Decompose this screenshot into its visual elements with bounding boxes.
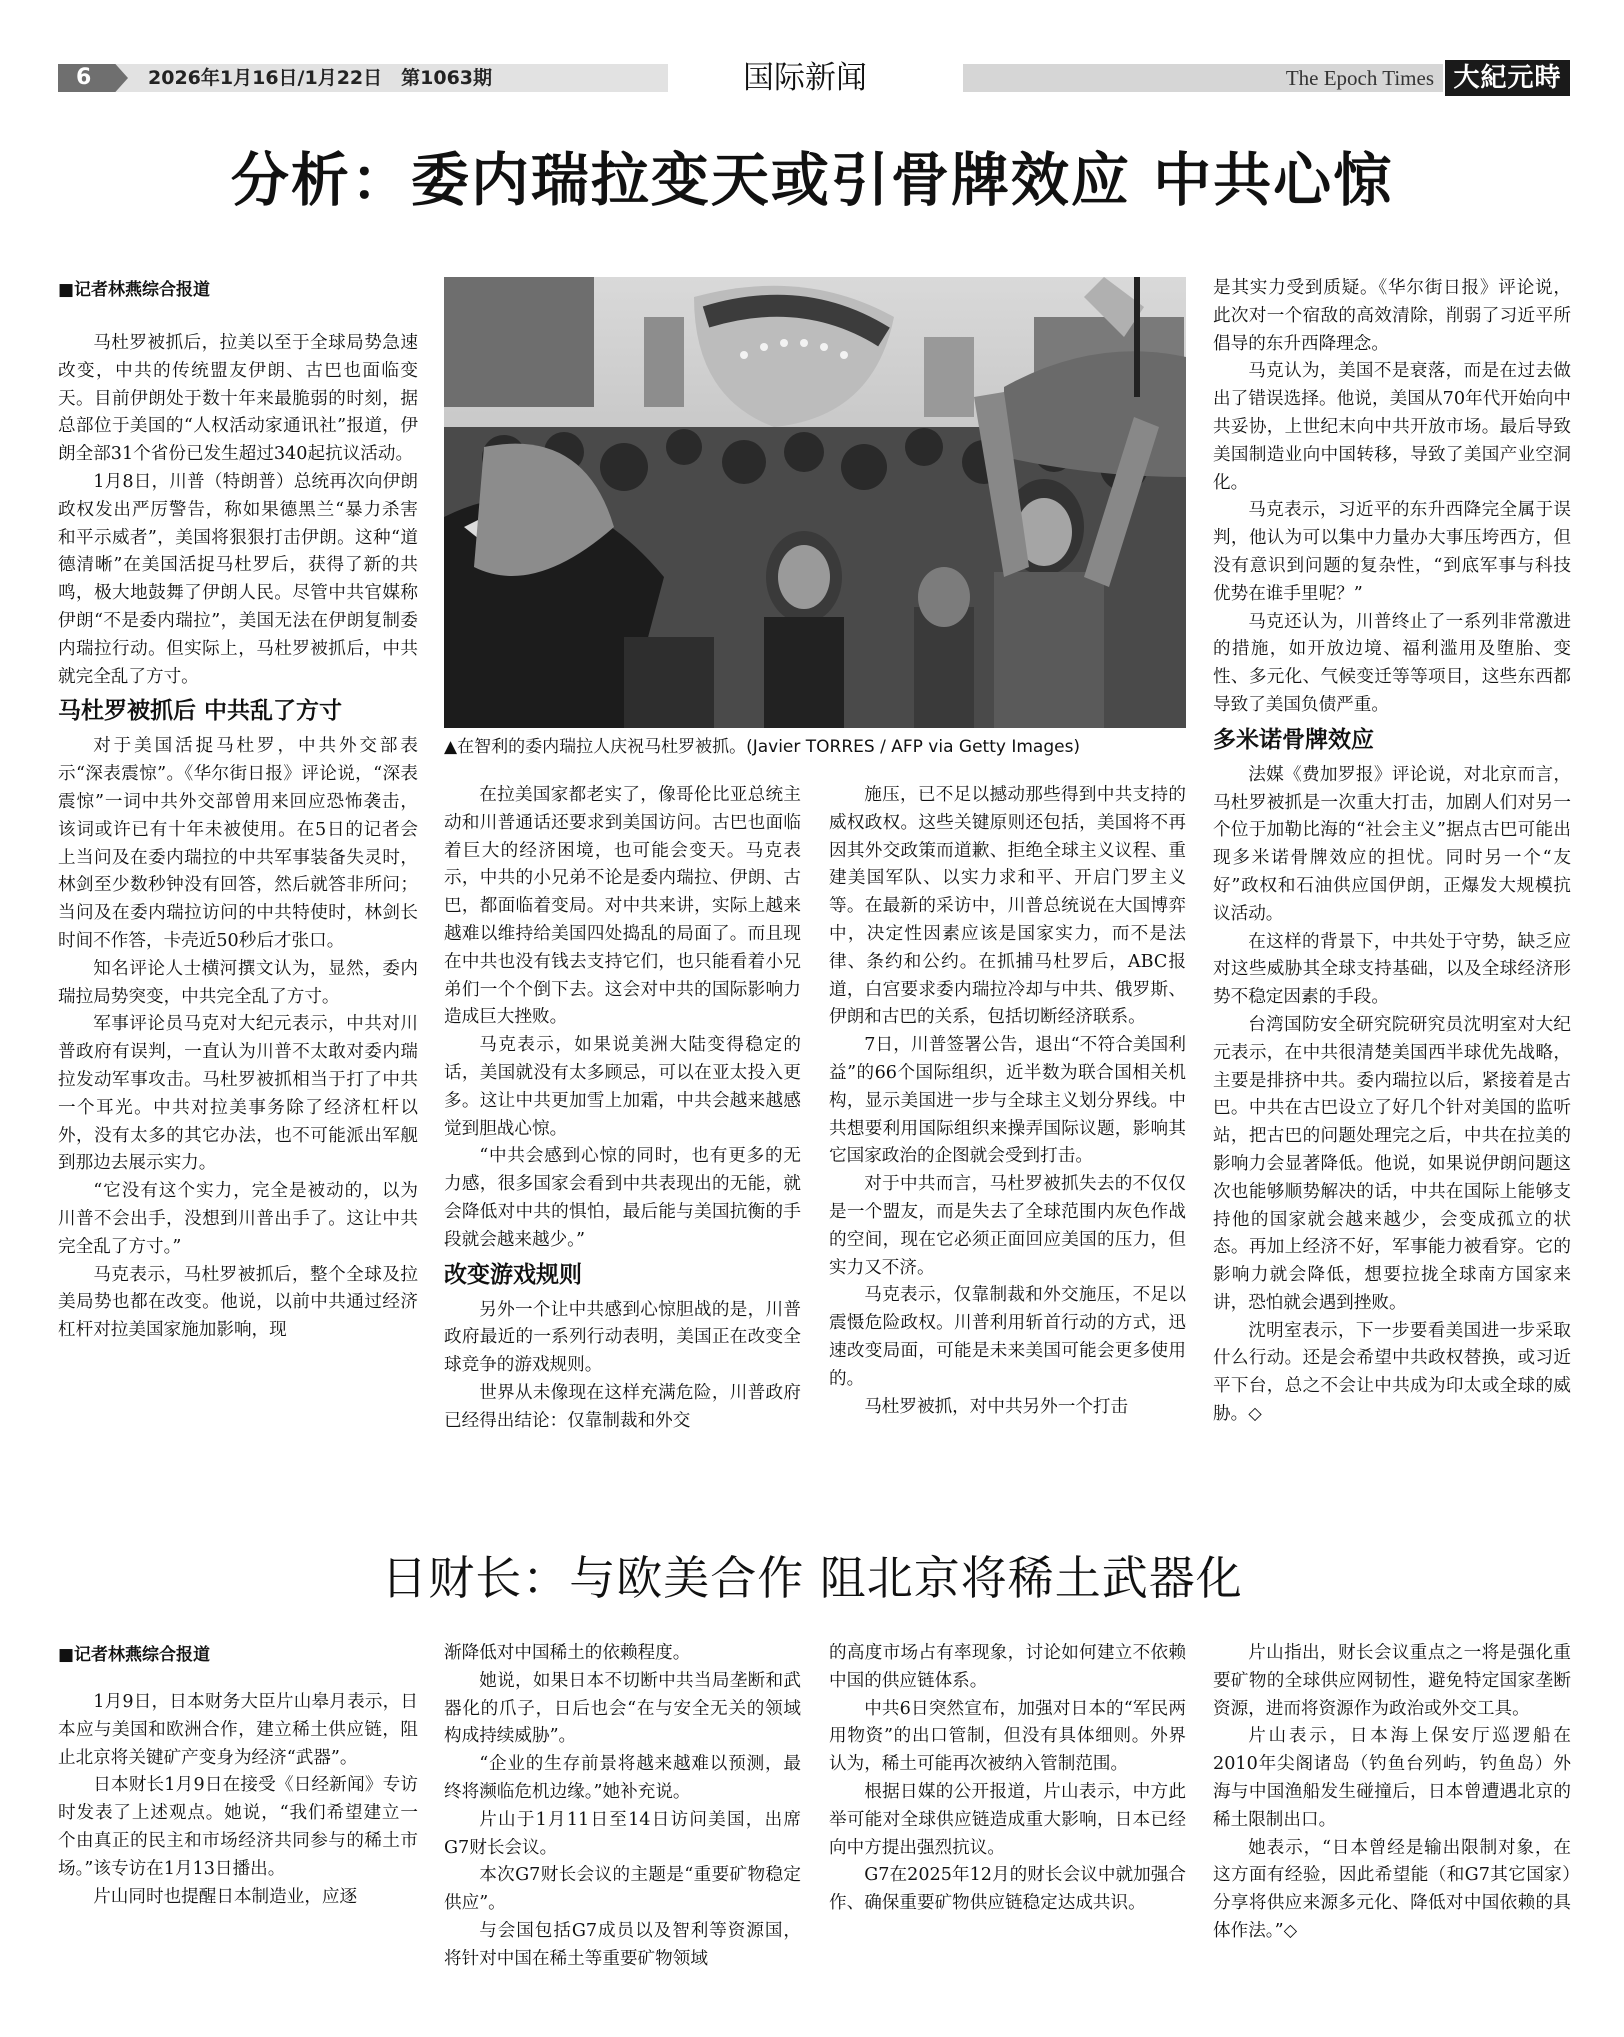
paragraph: 渐降低对中国稀土的依赖程度。 bbox=[444, 1643, 691, 1663]
paragraph: 马克表示，仅靠制裁和外交施压，不足以震慑危险政权。川普利用斩首行动的方式，迅速改变局面，可能是未来美国可能会更多使用的。 bbox=[829, 1285, 1186, 1389]
paragraph: 片山指出，财长会议重点之一将是强化重要矿物的全球供应网韧性，避免特定国家垄断资源，进而将资源作为政治或外交工具。 bbox=[1213, 1643, 1571, 1719]
paragraph: 法媒《费加罗报》评论说，对北京而言，马杜罗被抓是一次重大打击，加剧人们对另一个位于加勒比海的“社会主义”据点古巴可能出现多米诺骨牌效应的担忧。同时另一个“友好”政权和石油供应国伊朗，正爆发大规模抗议活动。 bbox=[1213, 764, 1571, 924]
paragraph: 1月8日，川普（特朗普）总统再次向伊朗政权发出严厉警告，称如果德黑兰“暴力杀害和平示威者”，美国将狠狠打击伊朗。这种“道德清晰”在美国活捉马杜罗后，获得了新的共鸣，极大地鼓舞了伊朗人民。尽管中共官媒称伊朗“不是委内瑞拉”，美国无法在伊朗复制委内瑞拉行动。但实际上，马杜罗被抓后，中共就完全乱了方寸。 bbox=[58, 471, 418, 687]
paragraph: 日本财长1月9日在接受《日经新闻》专访时发表了上述观点。她说，“我们希望建立一个由真正的民主和市场经济共同参与的稀土市场。”该专访在1月13日播出。 bbox=[58, 1775, 418, 1879]
paragraph: 1月9日，日本财务大臣片山皋月表示，日本应与美国和欧洲合作，建立稀土供应链，阻止北京将关键矿产变身为经济“武器”。 bbox=[58, 1692, 418, 1768]
paragraph: 她说，如果日本不切断中共当局垄断和武器化的爪子，日后也会“在与安全无关的领域构成持续威胁”。 bbox=[444, 1670, 801, 1747]
paragraph: 对于美国活捉马杜罗，中共外交部表示“深表震惊”。《华尔街日报》评论说，“深表震惊”一词中共外交部曾用来回应恐怖袭击，该词或许已有十年未被使用。在5日的记者会上当问及在委内瑞拉的中共军事装备失灵时，林剑至少数秒钟没有回答，然后就答非所问；当问及在委内瑞拉访问的中共特使时，林剑长时间不作答，卡壳近50秒后才张口。 bbox=[58, 736, 418, 951]
paragraph: “企业的生存前景将越来越难以预测，最终将濒临危机边缘。”她补充说。 bbox=[444, 1754, 801, 1802]
subheading: 改变游戏规则 bbox=[444, 1261, 582, 1288]
page-number: 6 bbox=[76, 65, 92, 90]
paragraph: 知名评论人士横河撰文认为，显然，委内瑞拉局势突变，中共完全乱了方寸。 bbox=[58, 958, 418, 1007]
section-title: 国际新闻 bbox=[743, 60, 867, 96]
masthead-chinese: 大紀元時報 bbox=[1445, 60, 1570, 96]
paragraph: 军事评论员马克对大纪元表示，中共对川普政府有误判，一直认为川普不太敢对委内瑞拉发动军事攻击。马杜罗被抓相当于打了中共一个耳光。中共对拉美事务除了经济杠杆以外，没有太多的其它办法，也不可能派出军舰到那边去展示实力。 bbox=[58, 1014, 418, 1174]
paragraph: 马克认为，美国不是衰落，而是在过去做出了错误选择。他说，美国从70年代开始向中共妥协，上世纪末向中共开放市场。最后导致美国制造业向中国转移，导致了美国产业空洞化。 bbox=[1213, 361, 1571, 493]
article2-headline: 日财长：与欧美合作 阻北京将稀土武器化 bbox=[381, 1551, 1243, 1605]
paragraph: 她表示，“日本曾经是输出限制对象，在这方面有经验，因此希望能（和G7其它国家）分享将供应来源多元化、降低对中国依赖的具体作法。”◇ bbox=[1213, 1837, 1571, 1941]
article2-column-3 bbox=[829, 1640, 1186, 2030]
paragraph: 片山于1月11日至14日访问美国，出席G7财长会议。 bbox=[444, 1809, 801, 1858]
paragraph: 世界从未像现在这样充满危险，川普政府已经得出结论：仅靠制裁和外交 bbox=[444, 1382, 801, 1431]
paragraph: 7日，川普签署公告，退出“不符合美国利益”的66个国际组织，近半数为联合国相关机构，显示美国进一步与全球主义划分界线。中共想要利用国际组织来操弄国际议题，影响其它国家政治的企图就会受到打击。 bbox=[829, 1035, 1186, 1167]
paragraph: 施压，已不足以撼动那些得到中共支持的威权政权。这些关键原则还包括，美国将不再因其外交政策而道歉、拒绝全球主义议程、重建美国军队、以实力求和平、开启门罗主义等。在最新的采访中，川普总统说在大国博弈中，决定性因素应该是国家实力，而不是法律、条约和公约。在抓捕马杜罗后，ABC报道，白宫要求委内瑞拉冷却与中共、俄罗斯、伊朗和古巴的关系，包括切断经济联系。 bbox=[829, 785, 1186, 1028]
article1-column-3 bbox=[829, 782, 1186, 1495]
paragraph: 另外一个让中共感到心惊胆战的是，川普政府最近的一系列行动表明，美国正在改变全球竞争的游戏规则。 bbox=[444, 1299, 801, 1376]
celebration-photo bbox=[444, 277, 1186, 728]
paragraph: 在这样的背景下，中共处于守势，缺乏应对这些威胁其全球支持基础，以及全球经济形势不稳定因素的手段。 bbox=[1213, 931, 1571, 1008]
article1-headline: 分析：委内瑞拉变天或引骨牌效应 中共心惊 bbox=[230, 146, 1394, 214]
paragraph: 台湾国防安全研究院研究员沈明室对大纪元表示，在中共很清楚美国西半球优先战略，主要是排挤中共。委内瑞拉以后，紧接着是古巴。中共在古巴设立了好几个针对美国的监听站，把古巴的问题处理完之后，中共在拉美的影响力会显著降低。他说，如果说伊朗问题这次也能够顺势解决的话，中共在国际上能够支持他的国家就会越来越少，会变成孤立的状态。再加上经济不好，军事能力被看穿。它的影响力就会降低，想要拉拢全球南方国家来讲，恐怕就会遇到挫败。 bbox=[1213, 1014, 1571, 1313]
article2-column-1 bbox=[58, 1640, 418, 2030]
paragraph: 片山同时也提醒日本制造业，应逐 bbox=[93, 1886, 358, 1907]
paragraph: G7在2025年12月的财长会议中就加强合作、确保重要矿物供应链稳定达成共识。 bbox=[829, 1865, 1186, 1914]
article1-column-2 bbox=[444, 782, 801, 1495]
article2-column-4 bbox=[1213, 1640, 1571, 2030]
subheading: 马杜罗被抓后 中共乱了方寸 bbox=[58, 698, 343, 725]
paragraph: “它没有这个实力，完全是被动的，以为川普不会出手，没想到川普出手了。这让中共完全乱了方寸。” bbox=[58, 1181, 418, 1257]
photo-caption: ▲在智利的委内瑞拉人庆祝马杜罗被抓。(Javier TORRES / AFP via Getty Images) bbox=[444, 737, 1081, 757]
paragraph: 对于中共而言，马杜罗被抓失去的不仅仅是一个盟友，而是失去了全球范围内灰色作战的空间，现在它必须正面回应美国的压力，但实力又不济。 bbox=[829, 1174, 1186, 1278]
paragraph: 是其实力受到质疑。《华尔街日报》评论说，此次对一个宿敌的高效清除，削弱了习近平所倡导的东升西降理念。 bbox=[1213, 278, 1571, 354]
paragraph: “中共会感到心惊的同时，也有更多的无力感，很多国家会看到中共表现出的无能，就会降低对中共的惧怕，最后能与美国抗衡的手段就会越来越少。” bbox=[444, 1146, 801, 1250]
photo-illustration bbox=[444, 277, 1186, 728]
article1-column-4 bbox=[1213, 275, 1571, 1495]
paragraph: 本次G7财长会议的主题是“重要矿物稳定供应”。 bbox=[444, 1865, 801, 1914]
article1-byline: ■记者林燕综合报道 bbox=[58, 280, 211, 300]
subheading: 多米诺骨牌效应 bbox=[1213, 726, 1374, 753]
paragraph: 马克表示，习近平的东升西降完全属于误判，他认为可以集中力量办大事压垮西方，但没有意识到问题的复杂性，“到底军事与科技优势在谁手里呢？” bbox=[1213, 500, 1571, 604]
paragraph: 片山表示，日本海上保安厅巡逻船在2010年尖阁诸岛（钓鱼台列屿，钓鱼岛）外海与中国渔船发生碰撞后，日本曾遭遇北京的稀土限制出口。 bbox=[1213, 1726, 1571, 1830]
paragraph: 马克表示，如果说美洲大陆变得稳定的话，美国就没有太多顾忌，可以在亚太投入更多。这让中共更加雪上加霜，中共会越来越感觉到胆战心惊。 bbox=[444, 1035, 801, 1139]
issue-date: 2026年1月16日/1月22日 第1063期 bbox=[148, 67, 493, 89]
masthead-english: The Epoch Times bbox=[1285, 66, 1434, 90]
article2-byline: ■记者林燕综合报道 bbox=[58, 1645, 211, 1665]
page-number-tab bbox=[58, 64, 128, 92]
paragraph: 的高度市场占有率现象，讨论如何建立不依赖中国的供应链体系。 bbox=[829, 1643, 1186, 1691]
paragraph: 马克还认为，川普终止了一系列非常激进的措施，如开放边境、福利滥用及堕胎、变性、多元化、气候变迁等等项目，这些东西都导致了美国负债严重。 bbox=[1213, 611, 1571, 715]
paragraph: 在拉美国家都老实了，像哥伦比亚总统主动和川普通话还要求到美国访问。古巴也面临着巨大的经济困境，也可能会变天。马克表示，中共的小兄弟不论是委内瑞拉、伊朗、古巴，都面临着变局。对中共来讲，实际上越来越难以维持给美国四处捣乱的局面了。而且现在中共也没有钱去支持它们，也只能看着小兄弟们一个个倒下去。这会对中共的国际影响力造成巨大挫败。 bbox=[444, 785, 801, 1028]
article2-column-2 bbox=[444, 1640, 801, 2030]
paragraph: 马克表示，马杜罗被抓后，整个全球及拉美局势也都在改变。他说，以前中共通过经济杠杆对拉美国家施加影响，现 bbox=[58, 1264, 418, 1341]
paragraph: 根据日媒的公开报道，片山表示，中方此举可能对全球供应链造成重大影响，日本已经向中方提出强烈抗议。 bbox=[829, 1781, 1186, 1858]
article1-column-1 bbox=[58, 275, 418, 1495]
paragraph: 中共6日突然宣布，加强对日本的“军民两用物资”的出口管制，但没有具体细则。外界认为，稀土可能再次被纳入管制范围。 bbox=[829, 1698, 1186, 1775]
paragraph: 马杜罗被抓，对中共另外一个打击 bbox=[864, 1396, 1129, 1417]
page-header-banner bbox=[58, 60, 1570, 129]
paragraph: 沈明室表示，下一步要看美国进一步采取什么行动。还是会希望中共政权替换，或习近平下台，总之不会让中共成为印太或全球的威胁。◇ bbox=[1213, 1320, 1571, 1425]
paragraph: 马杜罗被抓后，拉美以至于全球局势急速改变，中共的传统盟友伊朗、古巴也面临变天。目前伊朗处于数十年来最脆弱的时刻，据总部位于美国的“人权活动家通讯社”报道，伊朗全部31个省份已发生超过340起抗议活动。 bbox=[58, 333, 418, 465]
paragraph: 与会国包括G7成员以及智利等资源国，将针对中国在稀土等重要矿物领域 bbox=[444, 1920, 801, 1969]
